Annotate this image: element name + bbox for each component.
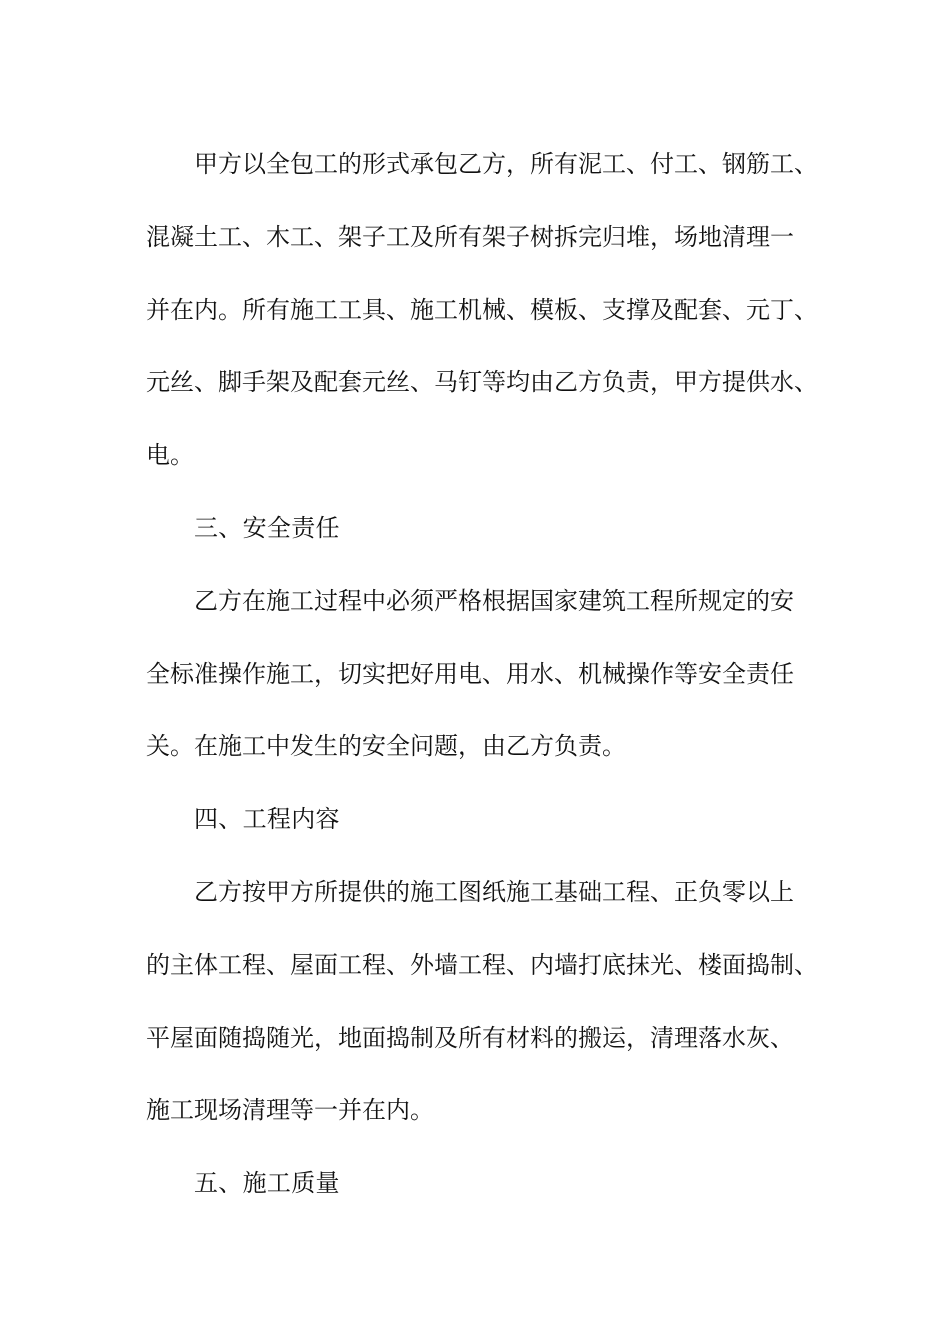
text-line: 元丝、脚手架及配套元丝、马钉等均由乙方负责，甲方提供水、 — [146, 368, 818, 397]
paragraph-content — [146, 856, 836, 1147]
text-line: 乙方在施工过程中必须严格根据国家建筑工程所规定的安 — [194, 586, 794, 615]
section-heading-quality: 五、施工质量 — [194, 1169, 340, 1198]
paragraph-safety — [146, 565, 836, 783]
text-line: 乙方按甲方所提供的施工图纸施工基础工程、正负零以上 — [194, 877, 794, 906]
text-line: 电。 — [146, 441, 194, 470]
text-line: 甲方以全包工的形式承包乙方，所有泥工、付工、钢筋工、 — [194, 150, 818, 178]
text-line: 的主体工程、屋面工程、外墙工程、内墙打底抹光、楼面捣制、 — [146, 950, 818, 979]
document-body — [146, 128, 836, 1220]
text-line: 全标准操作施工，切实把好用电、用水、机械操作等安全责任 — [146, 659, 794, 688]
paragraph-scope — [146, 128, 836, 492]
text-line: 平屋面随捣随光，地面捣制及所有材料的搬运，清理落水灰、 — [146, 1023, 794, 1052]
text-line: 施工现场清理等一并在内。 — [146, 1096, 434, 1125]
text-line: 关。在施工中发生的安全问题，由乙方负责。 — [146, 732, 626, 761]
text-line: 并在内。所有施工工具、施工机械、模板、支撑及配套、元丁、 — [146, 295, 818, 324]
section-heading-safety: 三、安全责任 — [194, 513, 340, 542]
text-line: 混凝土工、木工、架子工及所有架子树拆完归堆，场地清理一 — [146, 222, 794, 251]
section-heading-content: 四、工程内容 — [194, 805, 340, 834]
